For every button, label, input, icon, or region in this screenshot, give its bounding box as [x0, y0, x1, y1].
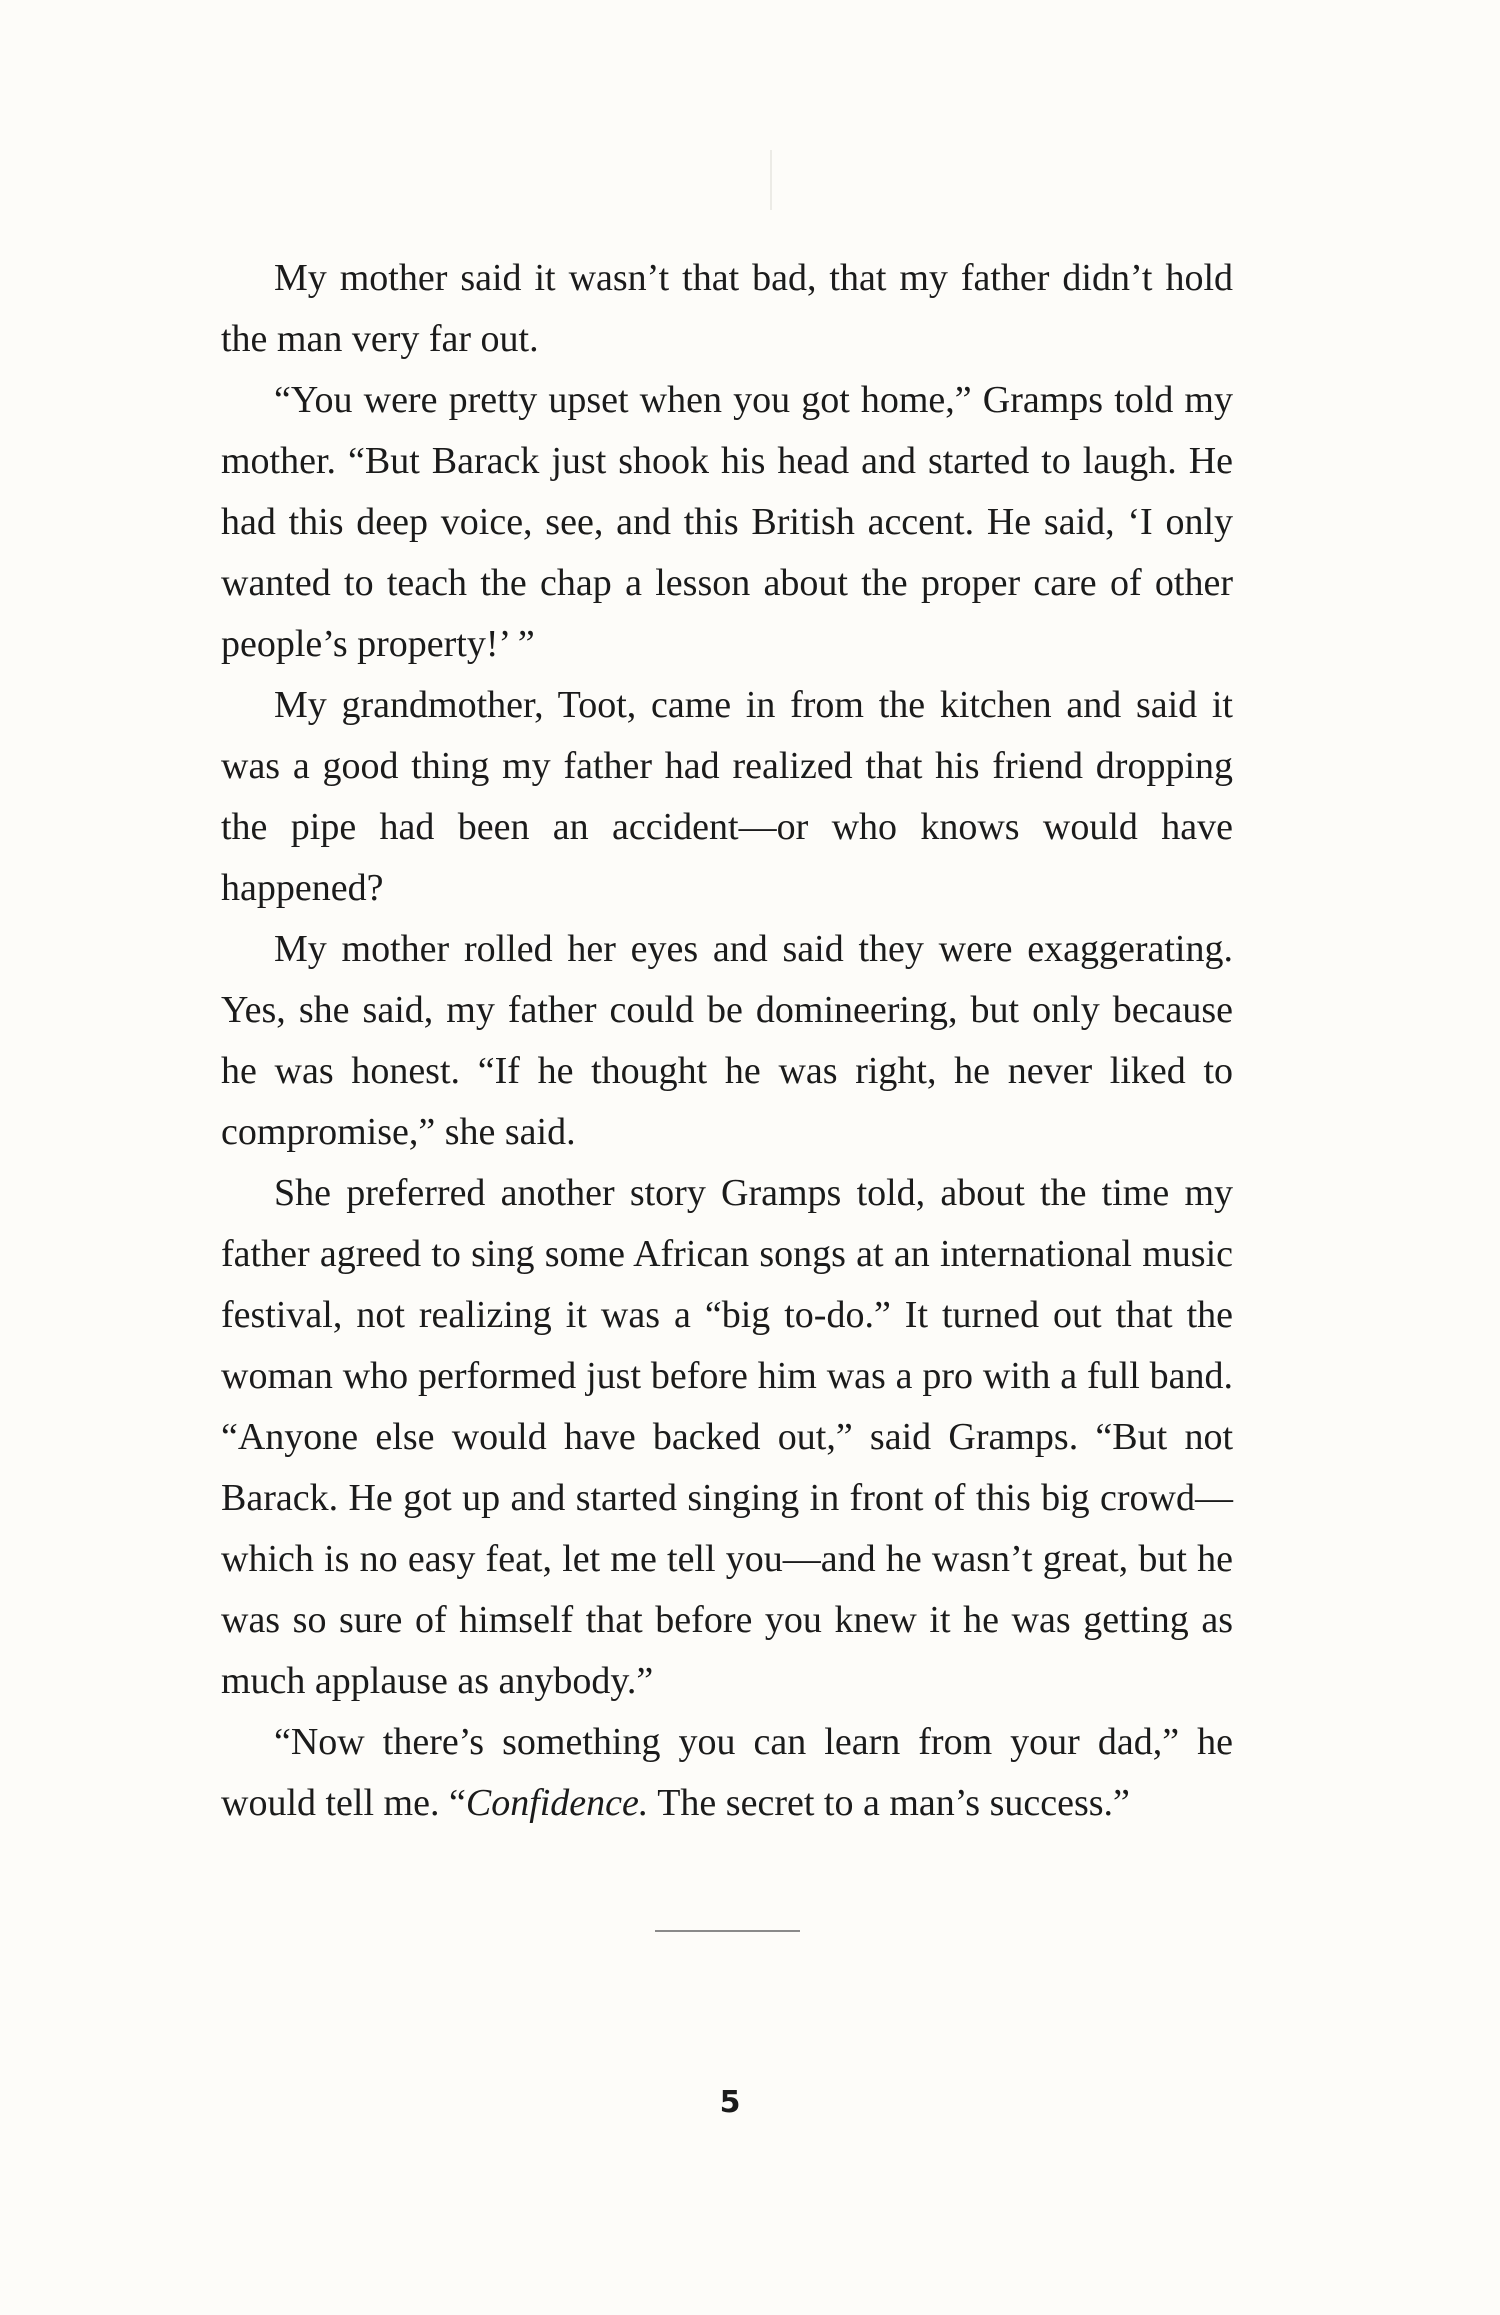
section-divider	[655, 1930, 800, 1932]
paragraph	[221, 1712, 1233, 1834]
paragraph: “You were pretty upset when you got home,” Gramps told my mother. “But Barack just shook his head and started to laugh. He had this deep voice, see, and this British accent. He said, ‘I only wanted to teach the chap a lesson about the proper care of other people’s property!’ ”	[221, 379, 1233, 665]
paragraph-text: “Now there’s something you can learn from your dad,” he would tell me. “	[221, 1721, 1233, 1824]
paragraph: She preferred another story Gramps told, about the time my father agreed to sing some African songs at an international music festival, not realizing it was a “big to-do.” It turned out that the woman who performed just before him was a pro with a full band. “Anyone else would have backed out,” said Gramps. “But not Barack. He got up and started singing in front of this big crowd—which is no easy feat, let me tell you—and he wasn’t great, but he was so sure of himself that before you knew it he was getting as much applause as anybody.”	[221, 1172, 1233, 1702]
emphasis-text: Confidence.	[465, 1782, 649, 1824]
paragraph: My mother rolled her eyes and said they were exaggerating. Yes, she said, my father could be domineering, but only because he was honest. “If he thought he was right, he never liked to compromise,” she said.	[221, 928, 1233, 1153]
paragraph: My mother said it wasn’t that bad, that my father didn’t hold the man very far out.	[221, 257, 1233, 360]
body-text	[221, 248, 1233, 1834]
paragraph-text: The secret to a man’s success.”	[648, 1782, 1130, 1824]
paragraph: My grandmother, Toot, came in from the kitchen and said it was a good thing my father had realized that his friend dropping the pipe had been an accident—or who knows would have happened?	[221, 684, 1233, 909]
page-number: 5	[719, 2085, 741, 2120]
scan-artifact	[770, 150, 772, 210]
